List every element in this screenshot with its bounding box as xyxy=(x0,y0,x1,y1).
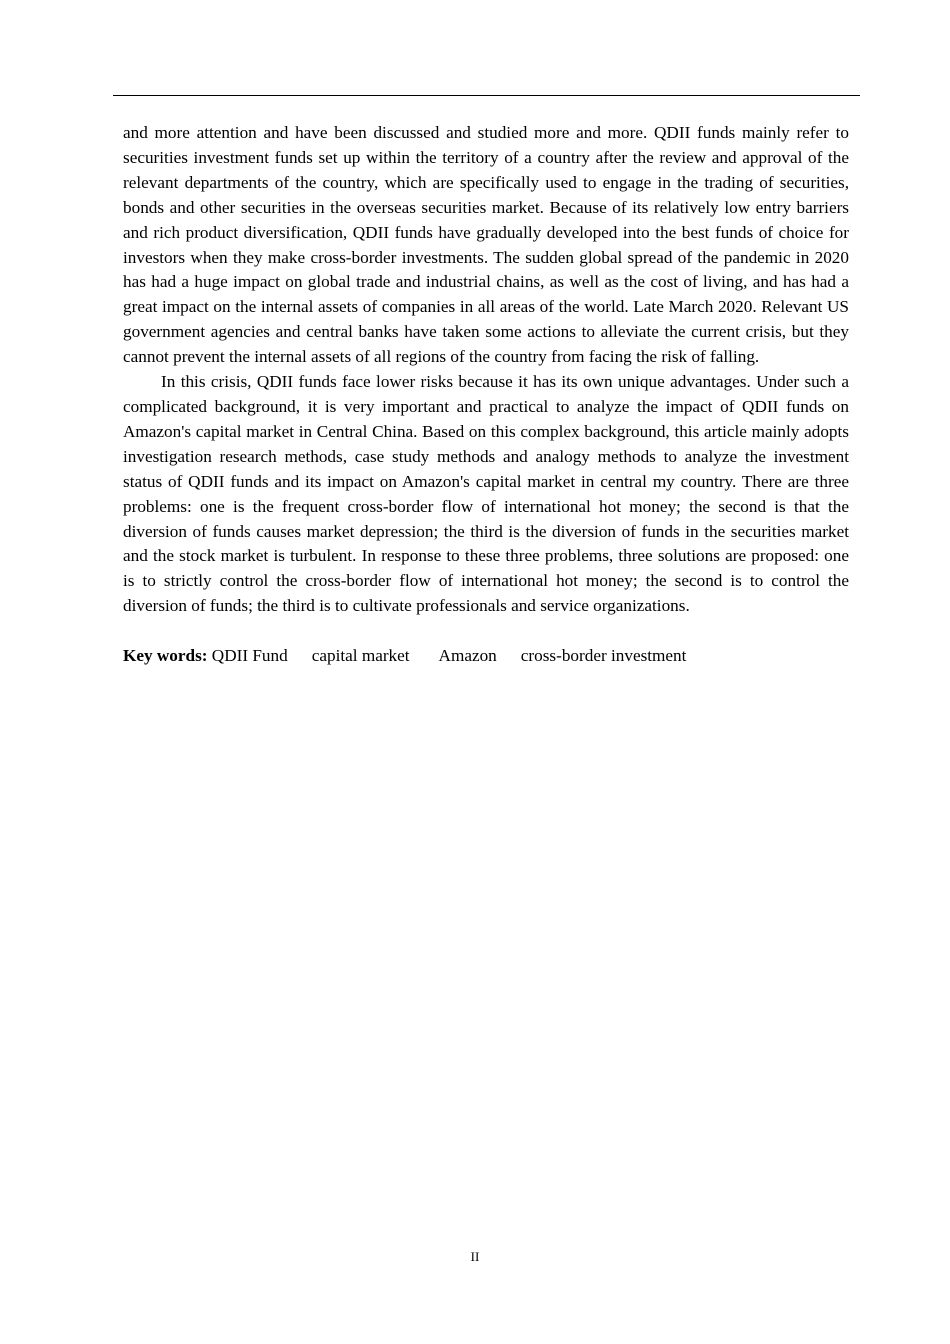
abstract-paragraph-2: In this crisis, QDII funds face lower risks because it has its own unique advantages. Under such a complicated background, it is very important and practical to analyze the impact of QDII funds on Amazon's capital market in Central China. Based on this complex background, this article mainly adopts investigation research methods, case study methods and analogy methods to analyze the investment status of QDII funds and its impact on Amazon's capital market in central my country. There are three problems: one is the frequent cross-border flow of international hot money; the second is that the diversion of funds causes market depression; the third is the diversion of funds in the securities market and the stock market is turbulent. In response to these three problems, three solutions are proposed: one is to strictly control the cross-border flow of international hot money; the second is to control the diversion of funds; the third is to cultivate professionals and service organizations. xyxy=(123,372,849,616)
abstract-paragraph-1: and more attention and have been discussed and studied more and more. QDII funds mainly refer to securities investment funds set up within the territory of a country after the review and approval of the relevant departments of the country, which are specifically used to engage in the trading of securities, bonds and other securities in the overseas securities market. Because of its relatively low entry barriers and rich product diversification, QDII funds have gradually developed into the best funds of choice for investors when they make cross-border investments. The sudden global spread of the pandemic in 2020 has had a huge impact on global trade and industrial chains, as well as the cost of living, and has had a great impact on the internal assets of companies in all areas of the world. Late March 2020. Relevant US government agencies and central banks have taken some actions to alleviate the current crisis, but they cannot prevent the internal assets of all regions of the country from facing the risk of falling. xyxy=(123,123,849,367)
keyword-item: capital market xyxy=(311,646,410,666)
keywords-label: Key words: xyxy=(123,646,208,666)
header-rule xyxy=(113,95,860,96)
keyword-item: QDII Fund xyxy=(211,646,288,666)
keyword-item: Amazon xyxy=(438,646,497,666)
keywords-line xyxy=(123,644,849,669)
page-number: II xyxy=(470,1249,480,1264)
abstract-body xyxy=(123,121,849,669)
keyword-item: cross-border investment xyxy=(520,646,687,666)
